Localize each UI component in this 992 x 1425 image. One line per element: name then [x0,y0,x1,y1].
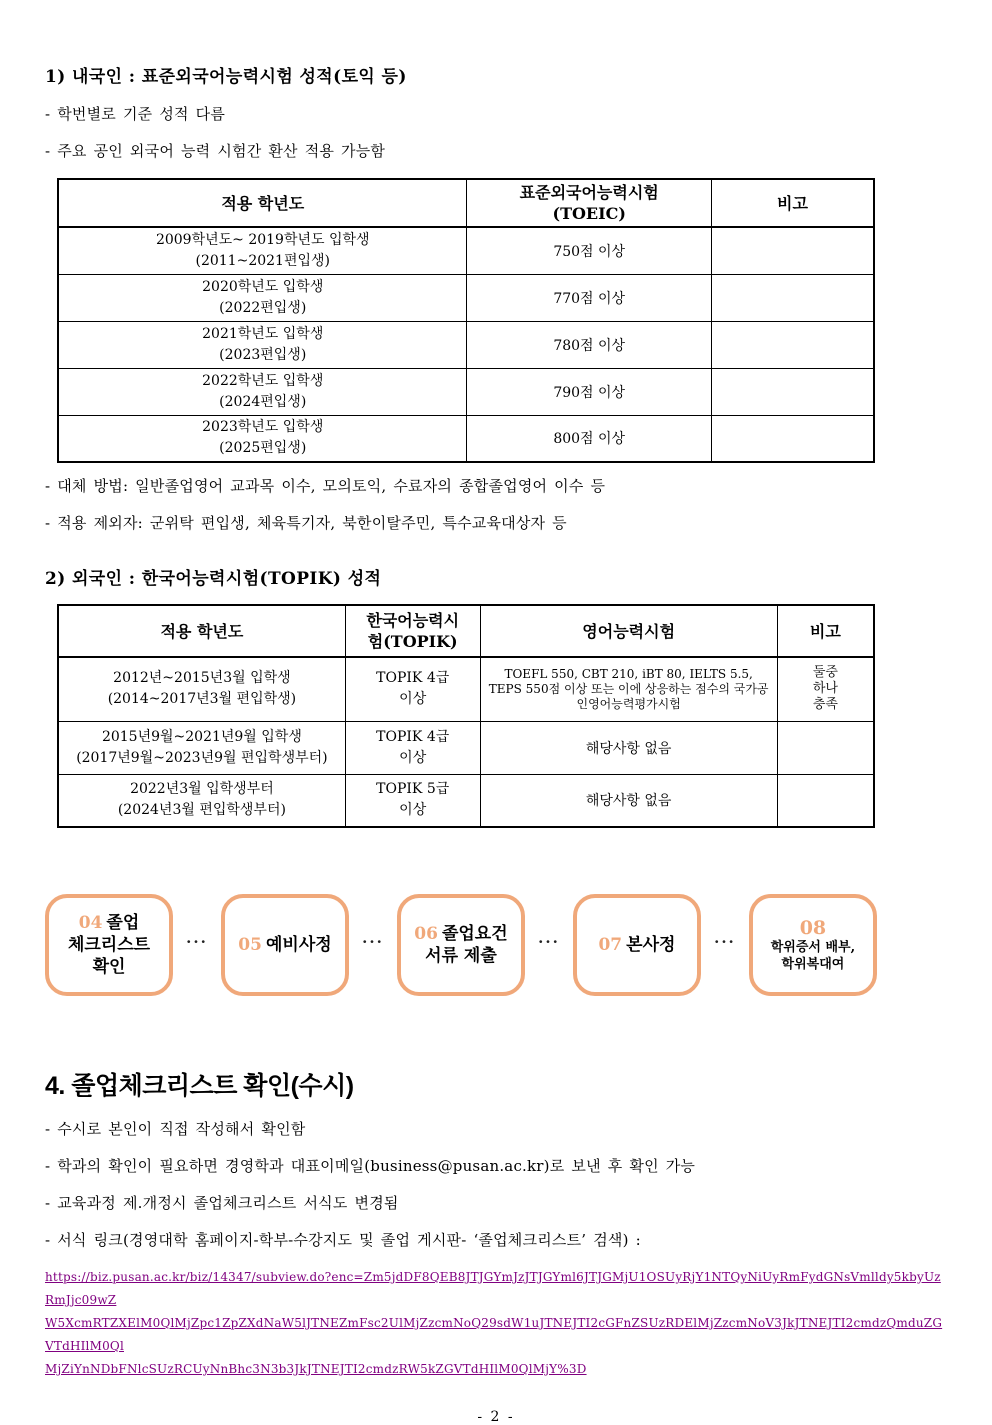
table-cell-year: 2020학년도 입학생 (2022편입생) [58,274,467,321]
table-cell-note: 둘중 하나 충족 [777,657,874,721]
step-label: 본사정 [626,935,676,955]
section4-heading: 4. 졸업체크리스트 확인(수시) [45,1072,354,1100]
step-label: 학위증서 배부, [770,940,856,955]
step-label: 서류 제출 [425,946,497,966]
table-cell-score: 790점 이상 [467,368,711,415]
step-number: 04 [78,913,103,933]
table-cell-topik: TOPIK 4급 이상 [345,657,480,721]
step-label: 체크리스트 [67,935,151,955]
table-cell-note [777,721,874,774]
section1-bullet: - 적용 제외자: 군위탁 편입생, 체육특기자, 북한이탈주민, 특수교육대상자 등 [45,514,567,532]
table-cell-score: 750점 이상 [467,227,711,274]
section1-bullet: - 대체 방법: 일반졸업영어 교과목 이수, 모의토익, 수료자의 종합졸업영어 이수 등 [45,477,606,495]
column-header-year: 적용 학년도 [58,179,467,227]
section2-heading: 2) 외국인 : 한국어능력시험(TOPIK) 성적 [45,569,382,589]
flow-step-06-document-submission [397,894,525,996]
flow-step-05-preliminary-review [221,894,349,996]
table-cell-score: 780점 이상 [467,321,711,368]
table-row [58,415,874,462]
flow-step-04-checklist [45,894,173,996]
step-label: 졸업 [106,913,140,933]
table-row [58,274,874,321]
table-cell-year: 2015년9월~2021년9월 입학생 (2017년9월~2023년9월 편입학생부터) [58,721,345,774]
column-header-topik: 한국어능력시 험(TOPIK) [345,605,480,657]
section4-bullet: - 서식 링크(경영대학 홈페이지-학부-수강지도 및 졸업 게시판- ‘졸업체크리스트’ 검색) : [45,1231,641,1249]
section1-bullet: - 학번별로 기준 성적 다름 [45,105,226,123]
flow-separator-dots: ··· [186,933,208,951]
link-line[interactable]: MjZiYnNDbFNlcSUzRCUyNnBhc3N3b3JkJTNEJTI2cmdzRW5kZGVTdHIlM0QlMjY%3D [45,1362,587,1376]
table-row [58,368,874,415]
page-number: - 2 - [477,1409,515,1425]
table-row [58,227,874,274]
table-cell-english: 해당사항 없음 [480,774,777,827]
step-label: 예비사정 [265,935,332,955]
table-cell-note [711,227,874,274]
section4-bullet: - 수시로 본인이 직접 작성해서 확인함 [45,1120,306,1138]
link-line[interactable]: https://biz.pusan.ac.kr/biz/14347/subview.do?enc=Zm5jdDF8QEB8JTJGYmJzJTJGYml6JTJGMjU1OSUyRjY1NTQyNiUyRmFydGNsVmlldy5kbyUzRmJjc09wZ [45,1270,941,1307]
table-cell-note [711,274,874,321]
table-cell-year: 2009학년도~ 2019학년도 입학생 (2011~2021편입생) [58,227,467,274]
toeic-score-table [57,178,875,463]
table-cell-note [711,321,874,368]
step-label: 졸업요건 [441,924,508,944]
graduation-process-flow [45,894,877,996]
table-cell-english: TOEFL 550, CBT 210, iBT 80, IELTS 5.5, TEPS 550점 이상 또는 이에 상응하는 점수의 국가공인영어능력평가시험 [480,657,777,721]
table-cell-year: 2023학년도 입학생 (2025편입생) [58,415,467,462]
section4-bullet: - 학과의 확인이 필요하면 경영학과 대표이메일(business@pusan.ac.kr)로 보낸 후 확인 가능 [45,1157,696,1175]
flow-separator-dots: ··· [714,933,736,951]
section1-bullet: - 주요 공인 외국어 능력 시험간 환산 적용 가능함 [45,142,386,160]
table-row [58,721,874,774]
table-cell-note [777,774,874,827]
column-header-note: 비고 [711,179,874,227]
table-row [58,774,874,827]
table-cell-note [711,368,874,415]
table-header-row [58,605,874,657]
topik-score-table [57,604,875,828]
flow-step-08-diploma [749,894,877,996]
column-header-note: 비고 [777,605,874,657]
table-cell-score: 800점 이상 [467,415,711,462]
column-header-year: 적용 학년도 [58,605,345,657]
table-cell-note [711,415,874,462]
table-cell-year: 2022학년도 입학생 (2024편입생) [58,368,467,415]
step-number: 05 [238,935,262,955]
table-cell-english: 해당사항 없음 [480,721,777,774]
flow-separator-dots: ··· [362,933,384,951]
column-header-toeic: 표준외국어능력시험 (TOEIC) [467,179,711,227]
step-number: 08 [799,917,827,939]
step-label: 학위복대여 [781,957,845,972]
table-cell-year: 2022년3월 입학생부터 (2024년3월 편입학생부터) [58,774,345,827]
table-cell-score: 770점 이상 [467,274,711,321]
table-cell-topik: TOPIK 4급 이상 [345,721,480,774]
column-header-english: 영어능력시험 [480,605,777,657]
section1-heading: 1) 내국인 : 표준외국어능력시험 성적(토익 등) [45,67,407,87]
checklist-form-link[interactable] [45,1266,947,1381]
flow-step-07-final-review [573,894,701,996]
table-cell-topik: TOPIK 5급 이상 [345,774,480,827]
table-cell-year: 2012년~2015년3월 입학생 (2014~2017년3월 편입학생) [58,657,345,721]
section4-bullet: - 교육과정 제.개정시 졸업체크리스트 서식도 변경됨 [45,1194,399,1212]
step-label: 확인 [92,957,126,977]
step-number: 07 [598,935,623,955]
table-row [58,321,874,368]
link-line[interactable]: W5XcmRTZXElM0QlMjZpc1ZpZXdNaW5lJTNEZmFsc2UlMjZzcmNoQ29sdW1uJTNEJTI2cGFnZSUzRDElMjZzcmNoV3JkJTNEJTI2cmdzQmduZGVTdHIlM0Ql [45,1316,943,1353]
flow-separator-dots: ··· [538,933,560,951]
table-header-row [58,179,874,227]
table-row [58,657,874,721]
step-number: 06 [414,924,438,944]
table-cell-year: 2021학년도 입학생 (2023편입생) [58,321,467,368]
